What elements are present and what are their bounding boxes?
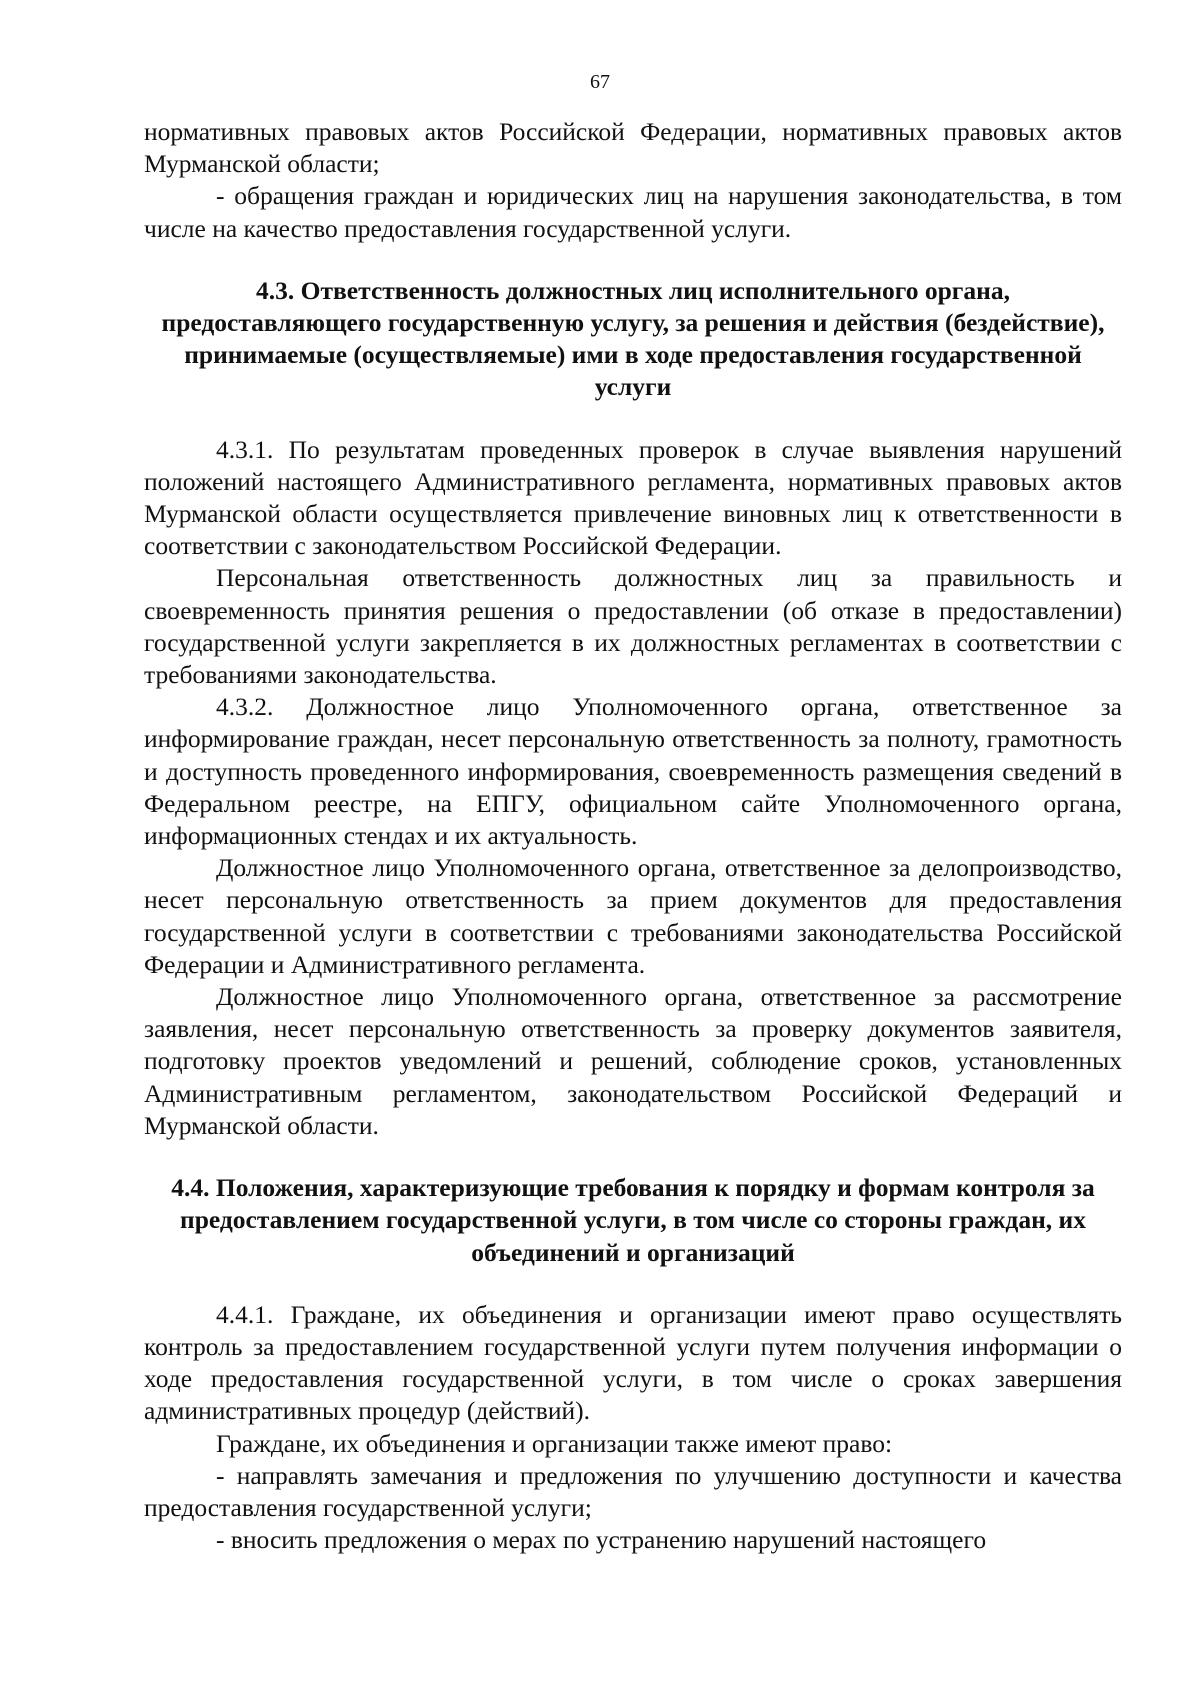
paragraph: Должностное лицо Уполномоченного органа, ответственное за делопроизводство, несет персональную ответственность за прием документов для предоставления государственной услуги в соответствии с требованиями законодательства Российской Федерации и Административного регламента. — [144, 853, 1122, 979]
paragraph-continuation: нормативных правовых актов Российской Федерации, нормативных правовых актов Мурманской области; — [144, 117, 1122, 179]
paragraph-4-3-2: 4.3.2. Должностное лицо Уполномоченного органа, ответственное за информирование граждан, несет персональную ответственность за полноту, грамотность и доступность проведенного информирования, своевременность размещения сведений в Федеральном реестре, на ЕПГУ, официальном сайте Уполномоченного органа, информационных стендах и их актуальность. — [144, 692, 1122, 851]
paragraph: Персональная ответственность должностных лиц за правильность и своевременность принятия решения о предоставлении (об отказе в предоставлении) государственной услуги закрепляется в их должностных регламентах в соответствии с требованиями законодательства. — [144, 563, 1122, 690]
section-heading-4-3: 4.3. Ответственность должностных лиц исполнительного органа, предоставляющего государственную услугу, за решения и действия (бездействие), принимаемые (осуществляемые) ими в ходе предоставления государственной услуги — [161, 275, 1105, 402]
paragraph: Граждане, их объединения и организации также имеют право: — [216, 1428, 893, 1458]
paragraph: Должностное лицо Уполномоченного органа, ответственное за рассмотрение заявления, несет персональную ответственность за проверку документов заявителя, подготовку проектов уведомлений и решений, соблюдение сроков, установленных Административным регламентом, законодательством Российской Федераций и Мурманской области. — [144, 982, 1122, 1140]
paragraph-list-item: - направлять замечания и предложения по улучшению доступности и качества предоставления государственной услуги; — [144, 1460, 1122, 1522]
paragraph-list-item: - обращения граждан и юридических лиц на нарушения законодательства, в том числе на качество предоставления государственной услуги. — [144, 181, 1122, 243]
paragraph-4-4-1: 4.4.1. Граждане, их объединения и организации имеют право осуществлять контроль за предоставлением государственной услуги путем получения информации о ходе предоставления государственной услуги, в том числе о сроках завершения административных процедур (действий). — [144, 1299, 1122, 1426]
page-number: 67 — [590, 71, 610, 93]
section-heading-4-4: 4.4. Положения, характеризующие требования к порядку и формам контроля за предоставлением государственной услуги, в том числе со стороны граждан, их объединений и организаций — [171, 1173, 1095, 1267]
paragraph-list-item: - вносить предложения о мерах по устранению нарушений настоящего — [216, 1525, 987, 1555]
paragraph-4-3-1: 4.3.1. По результатам проведенных проверок в случае выявления нарушений положений настоящего Административного регламента, нормативных правовых актов Мурманской области осуществляется привлечение виновных лиц к ответственности в соответствии с законодательством Российской Федерации. — [144, 434, 1122, 561]
document-body — [144, 116, 1122, 1556]
